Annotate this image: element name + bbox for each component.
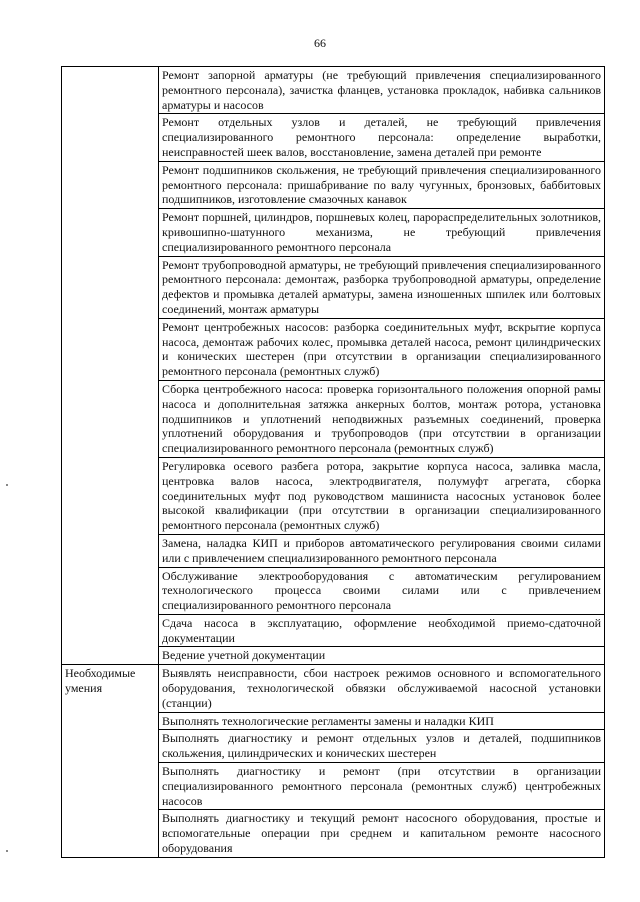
item-text-cell: Ремонт поршней, цилиндров, поршневых колец, парораспределительных золотников, кривошипно-шатунного механизма, не требующий привлечения специализированного ремонтного персонала: [159, 209, 605, 256]
section-label-cell: [62, 67, 159, 665]
item-text-cell: Ремонт центробежных насосов: разборка соединительных муфт, вскрытие корпуса насоса, демонтаж рабочих колес, промывка деталей насоса, ремонт цилиндрических и конических шестерен (при отсутствии в организации специализированного ремонтного персонала (ремонтных служб): [159, 318, 605, 380]
item-text-cell: Выполнять диагностику и ремонт (при отсутствии в организации специализированного ремонтного персонала (ремонтных служб) центробежных насосов: [159, 763, 605, 810]
item-text-cell: Ремонт запорной арматуры (не требующий привлечения специализированного ремонтного персонала), зачистка фланцев, установка прокладок, набивка сальников арматуры и насосов: [159, 67, 605, 114]
labor-functions-table: [61, 66, 605, 858]
scan-mark: [6, 850, 8, 852]
item-text-cell: Сборка центробежного насоса: проверка горизонтального положения опорной рамы насоса и дополнительная затяжка анкерных болтов, монтаж ротора, установка подшипников и уплотнений неподвижных разъемных соединений, проверка уплотнений оборудования и трубопроводов (при отсутствии в организации специализированного ремонтного персонала (ремонтных служб): [159, 380, 605, 457]
item-text-cell: Выполнять диагностику и текущий ремонт насосного оборудования, простые и вспомогательные операции при среднем и капитальном ремонте насосного оборудования: [159, 810, 605, 857]
table-body: [62, 67, 605, 858]
table-row: [62, 67, 605, 114]
item-text-cell: Выполнять технологические регламенты замены и наладки КИП: [159, 712, 605, 730]
item-text-cell: Регулировка осевого разбега ротора, закрытие корпуса насоса, заливка масла, центровка валов насоса, электродвигателя, полумуфт агрегата, сборка соединительных муфт под руководством машиниста насосных установок более высокой квалификации (при отсутствии в организации специализированного ремонтного персонала (ремонтных служб): [159, 457, 605, 534]
item-text-cell: Обслуживание электрооборудования с автоматическим регулированием технологического процесса своими силами или с привлечением специализированного ремонтного персонала: [159, 567, 605, 614]
item-text-cell: Выявлять неисправности, сбои настроек режимов основного и вспомогательного оборудования, технологической обвязки обслуживаемой насосной установки (станции): [159, 665, 605, 712]
page-number: 66: [314, 36, 326, 50]
item-text-cell: Замена, наладка КИП и приборов автоматического регулирования своими силами или с привлечением специализированного ремонтного персонала: [159, 534, 605, 567]
section-label-cell: Необходимые умения: [62, 665, 159, 858]
item-text-cell: Ремонт отдельных узлов и деталей, не требующий привлечения специализированного ремонтного персонала: определение выработки, неисправностей шеек валов, восстановление, замена деталей при ремонте: [159, 114, 605, 161]
item-text-cell: Ремонт трубопроводной арматуры, не требующий привлечения специализированного ремонтного персонала: демонтаж, разборка трубопроводной арматуры, определение дефектов и промывка деталей арматуры, замена изношенных шпилек или болтовых соединений, монтаж арматуры: [159, 256, 605, 318]
item-text-cell: Ремонт подшипников скольжения, не требующий привлечения специализированного ремонтного персонала: пришабривание по валу чугунных, бронзовых, баббитовых подшипников, изготовление смазочных канавок: [159, 161, 605, 208]
item-text-cell: Выполнять диагностику и ремонт отдельных узлов и деталей, подшипников скольжения, цилиндрических и конических шестерен: [159, 730, 605, 763]
item-text-cell: Ведение учетной документации: [159, 647, 605, 665]
table-row: [62, 665, 605, 712]
scan-mark: [6, 484, 8, 486]
item-text-cell: Сдача насоса в эксплуатацию, оформление необходимой приемо-сдаточной документации: [159, 614, 605, 647]
